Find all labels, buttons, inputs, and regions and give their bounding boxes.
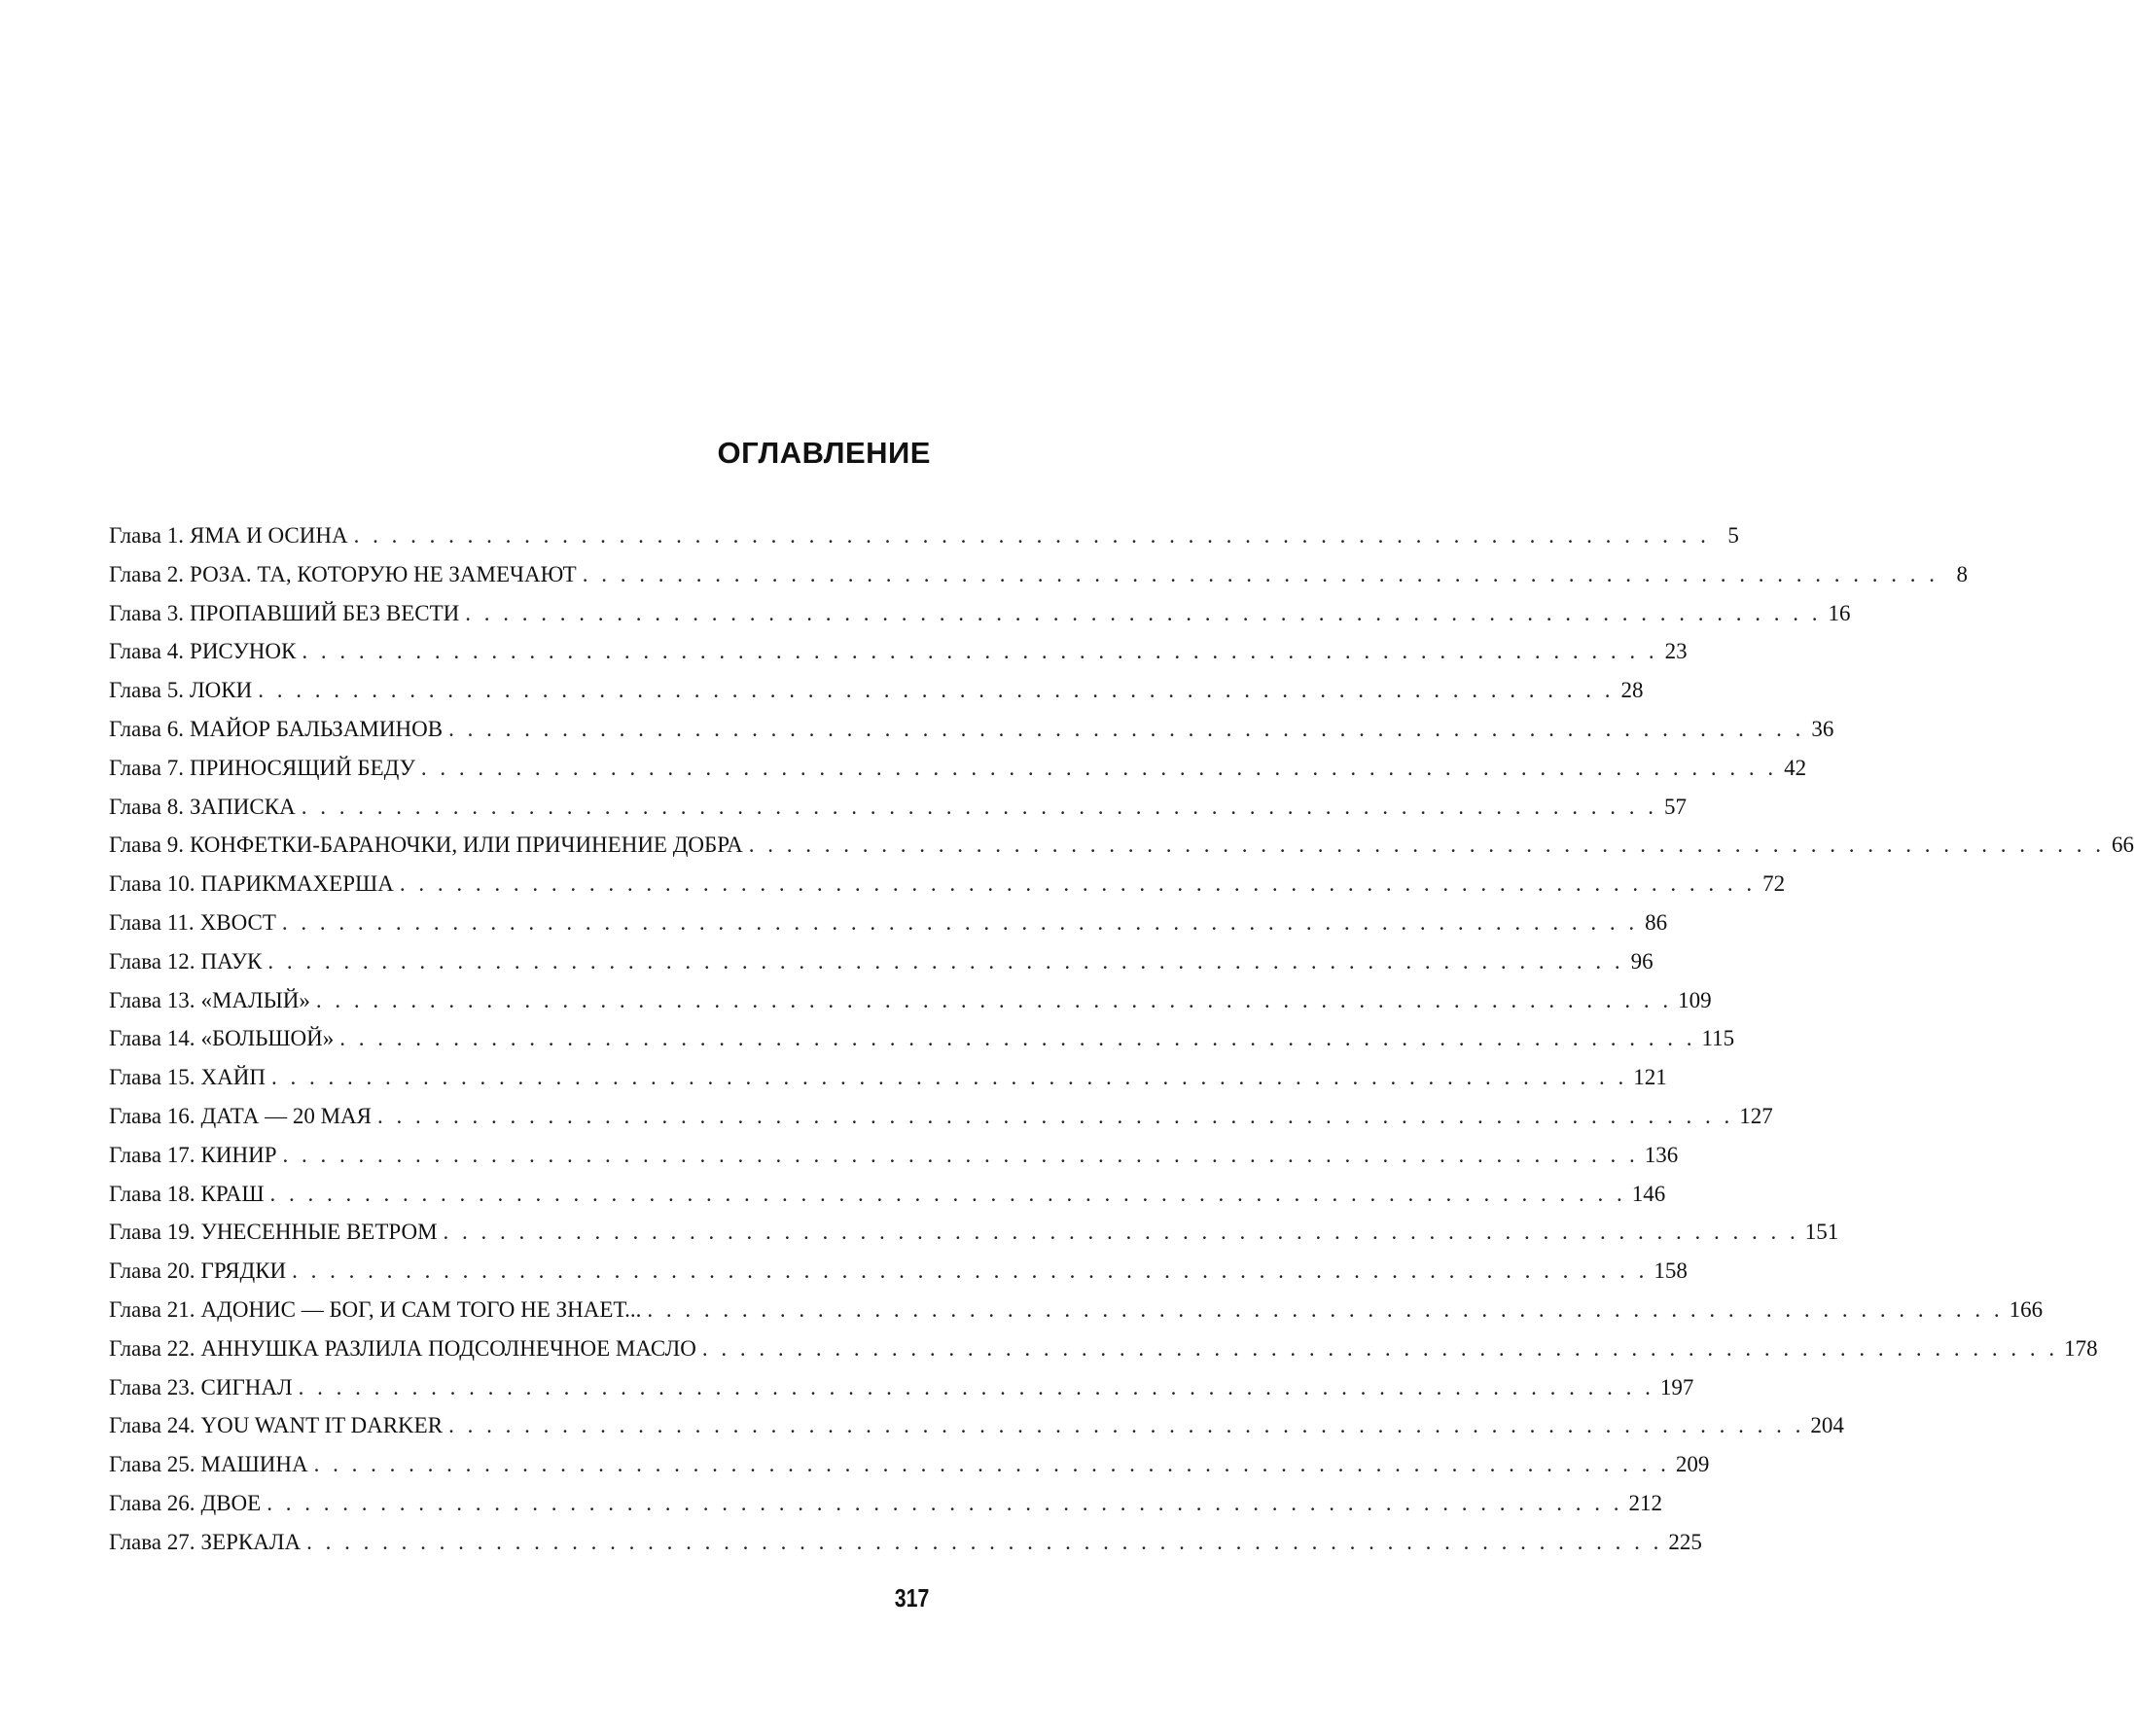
toc-entry[interactable] <box>109 788 1687 827</box>
toc-leader-dots: . . . . . . . . . . . . . . . . . . . . . . . . . . . . . . . . . . . . . . . . . . . . . . . . . . . . . . . . . . . . . . . . . . . . . . . . <box>748 833 2105 858</box>
toc-entry[interactable] <box>109 1484 1662 1523</box>
toc-chapter-number: Глава 7. <box>109 755 185 780</box>
toc-page-number: 115 <box>1701 1026 1735 1051</box>
toc-chapter-title: УНЕСЕННЫЕ ВЕТРОМ <box>200 1220 438 1245</box>
toc-page-number: 42 <box>1784 755 1807 780</box>
toc-leader-dots: . . . . . . . . . . . . . . . . . . . . . . . . . . . . . . . . . . . . . . . . . . . . . . . . . . . . . . . . . . . . . . . . . . . . . . . . <box>443 1220 1799 1245</box>
toc-chapter-title: КРАШ <box>200 1181 265 1206</box>
toc-entry[interactable] <box>109 1368 1694 1407</box>
toc-leader-dots: . . . . . . . . . . . . . . . . . . . . . . . . . . . . . . . . . . . . . . . . . . . . . . . . . . . . . . . . . . . . . . . . . . . . . . . . <box>315 987 1673 1012</box>
toc-leader-dots: . . . . . . . . . . . . . . . . . . . . . . . . . . . . . . . . . . . . . . . . . . . . . . . . . . . . . . . . . . . . . . . . . . . . . . . . <box>465 600 1822 625</box>
toc-chapter-title: ПАУК <box>200 948 263 974</box>
toc-chapter-number: Глава 17. <box>109 1142 196 1167</box>
toc-chapter-number: Глава 16. <box>109 1103 196 1128</box>
toc-entry[interactable] <box>109 1329 2098 1368</box>
toc-chapter-title: ДАТА — 20 МАЯ <box>200 1103 372 1128</box>
toc-list <box>109 516 2134 1562</box>
toc-entry[interactable] <box>109 1291 2044 1329</box>
toc-leader-dots: . . . . . . . . . . . . . . . . . . . . . . . . . . . . . . . . . . . . . . . . . . . . . . . . . . . . . . . . . . . . . . . . . . . . . . . . <box>292 1258 1649 1284</box>
toc-page-number: 16 <box>1828 600 1851 625</box>
toc-chapter-title: ЛОКИ <box>190 678 253 703</box>
toc-leader-dots: . . . . . . . . . . . . . . . . . . . . . . . . . . . . . . . . . . . . . . . . . . . . . . . . . . . . . . . . . . . . . . . . . . . . . . . . <box>420 755 1778 780</box>
toc-entry[interactable] <box>109 1136 1679 1175</box>
toc-page-number: 158 <box>1654 1258 1688 1284</box>
toc-chapter-number: Глава 22. <box>109 1335 196 1361</box>
toc-page-number: 109 <box>1678 987 1712 1012</box>
toc-leader-dots: . . . . . . . . . . . . . . . . . . . . . . . . . . . . . . . . . . . . . . . . . . . . . . . . . . . . . . . . . . . . . . . . . . . . . . . . <box>282 1142 1639 1167</box>
toc-leader-dots: . . . . . . . . . . . . . . . . . . . . . . . . . . . . . . . . . . . . . . . . . . . . . . . . . . . . . . . . . . . . . . . . . . . . . . . . <box>301 794 1657 819</box>
toc-chapter-number: Глава 2. <box>109 561 185 586</box>
toc-leader-dots: . . . . . . . . . . . . . . . . . . . . . . . . . . . . . . . . . . . . . . . . . . . . . . . . . . . . . . . . . . . . . . . . . . . . . . . . <box>267 1490 1623 1515</box>
toc-chapter-title: КОНФЕТКИ-БАРАНОЧКИ, ИЛИ ПРИЧИНЕНИЕ ДОБРА <box>190 833 743 858</box>
toc-chapter-title: ЯМА И ОСИНА <box>190 523 348 548</box>
toc-chapter-title: ХВОСТ <box>199 909 276 935</box>
toc-leader-dots: . . . . . . . . . . . . . . . . . . . . . . . . . . . . . . . . . . . . . . . . . . . . . . . . . . . . . . . . . . . . . . . . . . . . . . . . <box>267 948 1624 974</box>
toc-chapter-title: РОЗА. ТА, КОТОРУЮ НЕ ЗАМЕЧАЮТ <box>190 561 577 586</box>
toc-chapter-title: ПРОПАВШИЙ БЕЗ ВЕСТИ <box>190 600 460 625</box>
toc-leader-dots: . . . . . . . . . . . . . . . . . . . . . . . . . . . . . . . . . . . . . . . . . . . . . . . . . . . . . . . . . . . . . . . . . . . . . . . . <box>302 639 1658 664</box>
toc-chapter-number: Глава 26. <box>109 1490 196 1515</box>
toc-chapter-number: Глава 11. <box>109 909 195 935</box>
toc-entry[interactable] <box>109 826 2134 865</box>
toc-entry[interactable] <box>109 749 1807 788</box>
toc-leader-dots: . . . . . . . . . . . . . . . . . . . . . . . . . . . . . . . . . . . . . . . . . . . . . . . . . . . . . . . . . . . . . . . . . . . . . . . . <box>353 523 1710 548</box>
toc-entry[interactable] <box>109 1406 1844 1445</box>
toc-chapter-number: Глава 14. <box>109 1026 196 1051</box>
toc-page-number: 96 <box>1630 948 1654 974</box>
toc-chapter-number: Глава 8. <box>109 794 185 819</box>
toc-leader-dots: . . . . . . . . . . . . . . . . . . . . . . . . . . . . . . . . . . . . . . . . . . . . . . . . . . . . . . . . . . . . . . . . . . . . . . . . <box>647 1296 2004 1322</box>
toc-page-number: 28 <box>1620 678 1644 703</box>
toc-chapter-number: Глава 19. <box>109 1220 196 1245</box>
toc-page-number: 121 <box>1633 1065 1667 1090</box>
toc-entry[interactable] <box>109 1213 1839 1252</box>
toc-entry[interactable] <box>109 632 1688 671</box>
toc-chapter-number: Глава 21. <box>109 1296 196 1322</box>
toc-chapter-title: РИСУНОК <box>190 639 297 664</box>
toc-chapter-title: СИГНАЛ <box>200 1374 293 1399</box>
toc-chapter-number: Глава 1. <box>109 523 185 548</box>
page-number: 317 <box>894 1583 929 1612</box>
toc-leader-dots: . . . . . . . . . . . . . . . . . . . . . . . . . . . . . . . . . . . . . . . . . . . . . . . . . . . . . . . . . . . . . . . . . . . . . . . . <box>270 1065 1628 1090</box>
toc-chapter-number: Глава 20. <box>109 1258 196 1284</box>
toc-entry[interactable] <box>109 1175 1666 1214</box>
toc-title: ОГЛАВЛЕНИЕ <box>717 436 931 470</box>
toc-leader-dots: . . . . . . . . . . . . . . . . . . . . . . . . . . . . . . . . . . . . . . . . . . . . . . . . . . . . . . . . . . . . . . . . . . . . . . . . <box>701 1335 2059 1361</box>
toc-leader-dots: . . . . . . . . . . . . . . . . . . . . . . . . . . . . . . . . . . . . . . . . . . . . . . . . . . . . . . . . . . . . . . . . . . . . . . . . <box>399 871 1757 897</box>
toc-chapter-title: АННУШКА РАЗЛИЛА ПОДСОЛНЕЧНОЕ МАСЛО <box>200 1335 696 1361</box>
toc-chapter-number: Глава 18. <box>109 1181 196 1206</box>
toc-page-number: 151 <box>1804 1220 1839 1245</box>
toc-chapter-title: ПАРИКМАХЕРША <box>200 871 394 897</box>
toc-chapter-number: Глава 12. <box>109 948 196 974</box>
toc-chapter-title: YOU WANT IT DARKER <box>200 1413 444 1438</box>
toc-page-number: 86 <box>1645 909 1668 935</box>
toc-leader-dots: . . . . . . . . . . . . . . . . . . . . . . . . . . . . . . . . . . . . . . . . . . . . . . . . . . . . . . . . . . . . . . . . . . . . . . . . <box>582 561 1938 586</box>
toc-chapter-title: «МАЛЫЙ» <box>200 987 310 1012</box>
toc-chapter-title: КИНИР <box>200 1142 277 1167</box>
toc-page-number: 136 <box>1644 1142 1679 1167</box>
toc-page-number: 36 <box>1811 716 1834 741</box>
toc-chapter-number: Глава 9. <box>109 833 185 858</box>
toc-entry[interactable] <box>109 710 1834 749</box>
toc-leader-dots: . . . . . . . . . . . . . . . . . . . . . . . . . . . . . . . . . . . . . . . . . . . . . . . . . . . . . . . . . . . . . . . . . . . . . . . . <box>258 678 1615 703</box>
toc-chapter-title: ГРЯДКИ <box>200 1258 287 1284</box>
toc-entry[interactable] <box>109 1058 1667 1097</box>
toc-leader-dots: . . . . . . . . . . . . . . . . . . . . . . . . . . . . . . . . . . . . . . . . . . . . . . . . . . . . . . . . . . . . . . . . . . . . . . . . <box>448 716 1805 741</box>
toc-entry[interactable] <box>109 981 1712 1020</box>
toc-page-number: 66 <box>2111 833 2134 858</box>
toc-chapter-title: ХАЙП <box>200 1065 266 1090</box>
toc-leader-dots: . . . . . . . . . . . . . . . . . . . . . . . . . . . . . . . . . . . . . . . . . . . . . . . . . . . . . . . . . . . . . . . . . . . . . . . . <box>313 1452 1670 1477</box>
toc-page-number: 178 <box>2064 1335 2098 1361</box>
toc-chapter-title: АДОНИС — БОГ, И САМ ТОГО НЕ ЗНАЕТ... <box>200 1296 642 1322</box>
toc-entry[interactable] <box>109 1523 1702 1562</box>
toc-chapter-number: Глава 25. <box>109 1452 196 1477</box>
toc-chapter-number: Глава 10. <box>109 871 196 897</box>
toc-chapter-number: Глава 3. <box>109 600 185 625</box>
toc-chapter-title: ЗЕРКАЛА <box>200 1529 302 1554</box>
toc-page-number: 23 <box>1664 639 1688 664</box>
toc-chapter-number: Глава 24. <box>109 1413 196 1438</box>
toc-chapter-title: ДВОЕ <box>200 1490 262 1515</box>
toc-chapter-title: МАШИНА <box>200 1452 308 1477</box>
toc-chapter-title: МАЙОР БАЛЬЗАМИНОВ <box>190 716 444 741</box>
toc-leader-dots: . . . . . . . . . . . . . . . . . . . . . . . . . . . . . . . . . . . . . . . . . . . . . . . . . . . . . . . . . . . . . . . . . . . . . . . . <box>448 1413 1805 1438</box>
toc-leader-dots: . . . . . . . . . . . . . . . . . . . . . . . . . . . . . . . . . . . . . . . . . . . . . . . . . . . . . . . . . . . . . . . . . . . . . . . . <box>306 1529 1663 1554</box>
toc-entry[interactable] <box>109 1097 1773 1136</box>
toc-page-number: 127 <box>1739 1103 1773 1128</box>
toc-leader-dots: . . . . . . . . . . . . . . . . . . . . . . . . . . . . . . . . . . . . . . . . . . . . . . . . . . . . . . . . . . . . . . . . . . . . . . . . <box>281 909 1639 935</box>
toc-entry[interactable] <box>109 1252 1688 1291</box>
toc-chapter-number: Глава 6. <box>109 716 185 741</box>
toc-chapter-title: ЗАПИСКА <box>190 794 296 819</box>
toc-chapter-title: ПРИНОСЯЩИЙ БЕДУ <box>190 755 415 780</box>
toc-chapter-number: Глава 15. <box>109 1065 196 1090</box>
toc-entry[interactable] <box>109 865 1786 903</box>
toc-page-number: 212 <box>1628 1490 1662 1515</box>
toc-page-number: 209 <box>1675 1452 1710 1477</box>
toc-leader-dots: . . . . . . . . . . . . . . . . . . . . . . . . . . . . . . . . . . . . . . . . . . . . . . . . . . . . . . . . . . . . . . . . . . . . . . . . <box>376 1103 1734 1128</box>
toc-page-number: 166 <box>2009 1296 2044 1322</box>
toc-chapter-number: Глава 4. <box>109 639 185 664</box>
toc-entry[interactable] <box>109 594 1851 633</box>
toc-chapter-number: Глава 23. <box>109 1374 196 1399</box>
toc-chapter-number: Глава 5. <box>109 678 185 703</box>
toc-page-number: 197 <box>1659 1374 1694 1399</box>
toc-page-number: 5 <box>1727 523 1739 548</box>
toc-entry[interactable] <box>109 903 1668 942</box>
toc-page-number: 8 <box>1956 561 1968 586</box>
toc-page-number: 204 <box>1810 1413 1844 1438</box>
toc-page-number: 72 <box>1762 871 1786 897</box>
toc-entry[interactable] <box>109 555 1968 594</box>
toc-page-number: 146 <box>1631 1181 1666 1206</box>
toc-leader-dots: . . . . . . . . . . . . . . . . . . . . . . . . . . . . . . . . . . . . . . . . . . . . . . . . . . . . . . . . . . . . . . . . . . . . . . . . <box>298 1374 1654 1399</box>
toc-chapter-title: «БОЛЬШОЙ» <box>200 1026 335 1051</box>
toc-chapter-number: Глава 13. <box>109 987 196 1012</box>
toc-entry[interactable] <box>109 671 1644 710</box>
toc-entry[interactable] <box>109 1445 1710 1484</box>
toc-chapter-number: Глава 27. <box>109 1529 196 1554</box>
toc-entry[interactable] <box>109 516 1739 555</box>
toc-page-number: 225 <box>1668 1529 1702 1554</box>
toc-page-number: 57 <box>1663 794 1687 819</box>
toc-leader-dots: . . . . . . . . . . . . . . . . . . . . . . . . . . . . . . . . . . . . . . . . . . . . . . . . . . . . . . . . . . . . . . . . . . . . . . . . <box>339 1026 1696 1051</box>
toc-entry[interactable] <box>109 1019 1735 1058</box>
toc-entry[interactable] <box>109 942 1654 981</box>
toc-leader-dots: . . . . . . . . . . . . . . . . . . . . . . . . . . . . . . . . . . . . . . . . . . . . . . . . . . . . . . . . . . . . . . . . . . . . . . . . <box>269 1181 1626 1206</box>
